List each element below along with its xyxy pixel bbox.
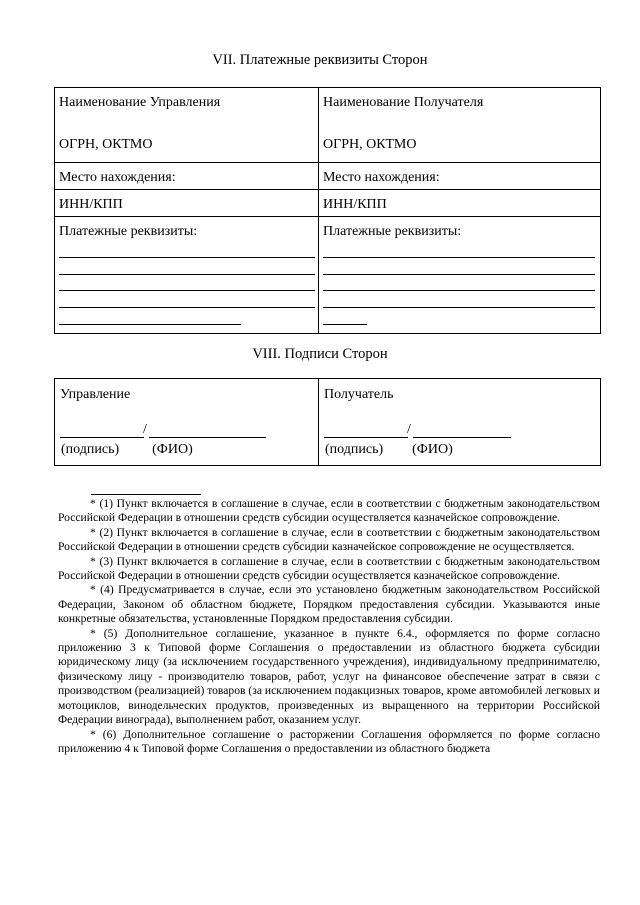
right-blank-line-5	[323, 324, 367, 325]
footnote-4: * (4) Предусматривается в случае, если это установлено бюджетным законодательством Российской Федерации, Законом об областном бюджете, Порядком предоставления субсидии. Указываются иные конкретные обязательства, установленные Порядком предоставления субсидии.	[58, 583, 600, 626]
left-payment-cell	[55, 217, 319, 334]
right-name-cell	[319, 88, 601, 163]
left-blank-line-2	[59, 274, 315, 275]
right-ogrn-label: ОГРН, ОКТМО	[323, 137, 417, 152]
left-blank-line-3	[59, 290, 315, 291]
right-address-cell	[319, 163, 601, 190]
footnote-separator	[91, 494, 201, 495]
footnotes	[58, 497, 600, 756]
left-blank-line-4	[59, 307, 315, 308]
left-signature-line	[60, 437, 144, 438]
left-inn-label: ИНН/КПП	[59, 197, 123, 212]
right-blank-line-1	[323, 257, 595, 258]
left-name-line	[149, 437, 266, 438]
right-inn-label: ИНН/КПП	[323, 197, 387, 212]
right-inn-cell	[319, 190, 601, 217]
payment-details-table	[54, 87, 601, 334]
right-name-line	[413, 437, 511, 438]
signatures-table	[54, 378, 601, 466]
footnote-6: * (6) Дополнительное соглашение о расторжении Соглашения оформляется по форме согласно приложению 4 к Типовой форме Соглашения о предоставлении из областного бюджета	[58, 727, 600, 755]
left-signature-caption: (подпись)	[61, 442, 120, 457]
footnote-5: * (5) Дополнительное соглашение, указанное в пункте 6.4., оформляется по форме согласно приложению 3 к Типовой форме Соглашения о предоставлении из областного бюджета субсидии юридическому лицу (за исключением государственного учреждения), индивидуальному предпринимателю, физическому лицу - производителю товаров, работ, услуг на финансовое обеспечение затрат в связи с производством (реализацией) товаров (за исключением подакцизных товаров, кроме автомобилей легковых и мотоциклов, винодельческих продуктов, произведенных из выращенного на территории Российской Федерации винограда), выполнением работ, оказанием услуг.	[58, 626, 600, 727]
right-signature-line	[324, 437, 408, 438]
left-inn-cell	[55, 190, 319, 217]
footnote-1: * (1) Пункт включается в соглашение в случае, если в соответствии с бюджетным законодательством Российской Федерации в отношении средств субсидии осуществляется казначейское сопровождение.	[58, 497, 600, 525]
footnote-2: * (2) Пункт включается в соглашение в случае, если в соответствии с бюджетным законодательством Российской Федерации в отношении средств субсидии казначейское сопровождение не осуществляется.	[58, 525, 600, 554]
left-address-cell	[55, 163, 319, 190]
left-blank-line-5	[59, 324, 241, 325]
left-address-label: Место нахождения:	[59, 170, 176, 185]
right-signature-caption: (подпись)	[325, 442, 384, 457]
right-blank-line-2	[323, 274, 595, 275]
footnote-3: * (3) Пункт включается в соглашение в случае, если в соответствии с бюджетным законодательством Российской Федерации в отношении средств субсидии осуществляется казначейское сопровождение.	[58, 554, 600, 583]
left-party-label: Управление	[60, 387, 131, 402]
right-blank-line-3	[323, 290, 595, 291]
left-ogrn-label: ОГРН, ОКТМО	[59, 137, 153, 152]
right-blank-line-4	[323, 307, 595, 308]
right-caption-row	[325, 442, 453, 458]
left-caption-row	[61, 442, 193, 458]
right-name-label: Наименование Получателя	[323, 95, 484, 110]
right-address-label: Место нахождения:	[323, 170, 440, 185]
right-party-label: Получатель	[324, 387, 394, 402]
section-8-title: VIII. Подписи Сторон	[252, 346, 388, 362]
left-name-cell	[55, 88, 319, 163]
left-blank-line-1	[59, 257, 315, 258]
right-payment-label: Платежные реквизиты:	[323, 224, 462, 239]
left-name-label: Наименование Управления	[59, 95, 221, 110]
section-7-title: VII. Платежные реквизиты Сторон	[212, 52, 428, 68]
right-payment-cell	[319, 217, 601, 334]
left-payment-label: Платежные реквизиты:	[59, 224, 198, 239]
left-signature-cell	[55, 379, 319, 466]
right-name-caption: (ФИО)	[412, 442, 453, 457]
left-slash: /	[143, 422, 147, 437]
right-slash: /	[407, 422, 411, 437]
left-name-caption: (ФИО)	[152, 442, 193, 457]
right-signature-cell	[319, 379, 601, 466]
